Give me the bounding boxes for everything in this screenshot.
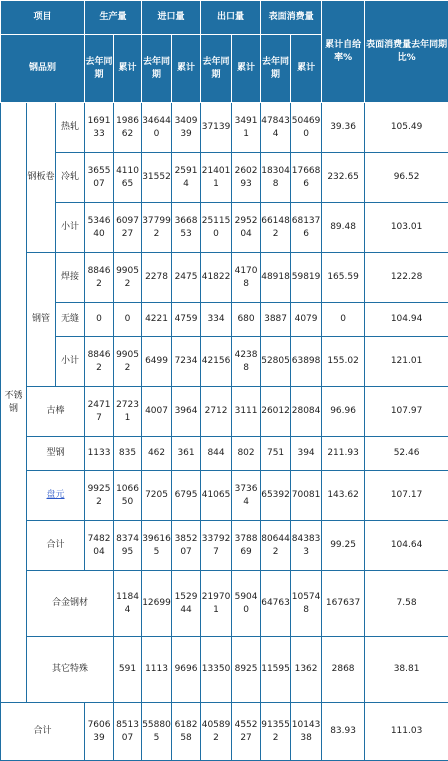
- row-label-other-special: 其它特殊: [27, 637, 114, 703]
- cell-exports-last-year: 41065: [201, 471, 232, 521]
- row-label-welded: 焊接: [56, 253, 85, 303]
- cell-self-sufficiency: 7.58: [365, 571, 448, 637]
- cell-imports-last-year: 4007: [142, 387, 172, 437]
- table-row: [1, 103, 448, 153]
- table-row: [1, 337, 448, 387]
- cell-production-cumulative: 27231: [114, 387, 142, 437]
- cell-imports-cumulative: 361: [172, 437, 201, 471]
- cell-exports-last-year: 337927: [201, 521, 232, 571]
- cell-production-cumulative: 411065: [114, 153, 142, 203]
- cell-self-sufficiency: 38.81: [365, 637, 448, 703]
- header-last-year: 去年同期: [261, 35, 291, 103]
- cell-production-last-year: 169133: [85, 103, 114, 153]
- cell-production-last-year: 99252: [85, 471, 114, 521]
- cell-production-last-year: 88462: [85, 337, 114, 387]
- header-yoy: 表面消费量去年同期比%: [365, 1, 448, 103]
- cell-imports-cumulative: 4759: [172, 303, 201, 337]
- cell-consumption-last-year: 661482: [261, 203, 291, 253]
- row-label-stainless: 不锈钢: [1, 103, 27, 703]
- header-category: 钢品别: [1, 35, 85, 103]
- cell-self-sufficiency: 155.02: [322, 337, 365, 387]
- cell-production-last-year: 534640: [85, 203, 114, 253]
- cell-consumption-cumulative: 2868: [322, 637, 365, 703]
- cell-imports-cumulative: 385207: [172, 521, 201, 571]
- cell-consumption-cumulative: 504690: [291, 103, 322, 153]
- cell-production-cumulative: 0: [114, 303, 142, 337]
- cell-production-cumulative: 1113: [142, 637, 172, 703]
- cell-production-cumulative: 835: [114, 437, 142, 471]
- cell-imports-last-year: 9696: [172, 637, 201, 703]
- cell-exports-cumulative: 3111: [232, 387, 261, 437]
- cell-imports-last-year: 4221: [142, 303, 172, 337]
- cell-exports-cumulative: 260293: [232, 153, 261, 203]
- cell-yoy: 52.46: [365, 437, 448, 471]
- cell-exports-cumulative: 34911: [232, 103, 261, 153]
- row-label-plate-coil: 钢板卷: [27, 103, 56, 253]
- cell-consumption-last-year: 183048: [261, 153, 291, 203]
- cell-consumption-last-year: 3887: [261, 303, 291, 337]
- cell-yoy: 107.97: [365, 387, 448, 437]
- cell-imports-cumulative: 618258: [172, 703, 201, 761]
- cell-exports-cumulative: 455227: [232, 703, 261, 761]
- cell-yoy: 121.01: [365, 337, 448, 387]
- cell-consumption-cumulative: 28084: [291, 387, 322, 437]
- cell-production-cumulative: 106650: [114, 471, 142, 521]
- cell-exports-cumulative: 802: [232, 437, 261, 471]
- cell-self-sufficiency: 143.62: [322, 471, 365, 521]
- cell-exports-last-year: 41822: [201, 253, 232, 303]
- cell-imports-last-year: 558805: [142, 703, 172, 761]
- cell-exports-cumulative: 378869: [232, 521, 261, 571]
- cell-exports-last-year: 405892: [201, 703, 232, 761]
- cell-production-last-year: 591: [114, 637, 142, 703]
- table-row: [1, 471, 448, 521]
- table-row: [1, 703, 448, 761]
- cell-exports-cumulative: 11595: [261, 637, 291, 703]
- cell-imports-cumulative: 2475: [172, 253, 201, 303]
- wire-rod-link[interactable]: 盘元: [47, 490, 65, 500]
- row-label-hot-rolled: 热轧: [56, 103, 85, 153]
- row-label-wire-rod[interactable]: [27, 471, 85, 521]
- row-label-subtotal: 小计: [56, 203, 85, 253]
- cell-yoy: 104.94: [365, 303, 448, 337]
- cell-exports-cumulative: 295204: [232, 203, 261, 253]
- cell-consumption-last-year: 52805: [261, 337, 291, 387]
- table-row: [1, 153, 448, 203]
- cell-self-sufficiency: 89.48: [322, 203, 365, 253]
- header-item: 项目: [1, 1, 85, 35]
- cell-exports-cumulative: 41708: [232, 253, 261, 303]
- cell-consumption-last-year: 65392: [261, 471, 291, 521]
- header-last-year: 去年同期: [85, 35, 114, 103]
- row-label-bar: 古棒: [27, 387, 85, 437]
- cell-production-cumulative: 99052: [114, 337, 142, 387]
- cell-exports-last-year: 251150: [201, 203, 232, 253]
- cell-exports-cumulative: 42388: [232, 337, 261, 387]
- cell-production-cumulative: 12699: [142, 571, 172, 637]
- cell-production-last-year: 760639: [85, 703, 114, 761]
- cell-consumption-last-year: 751: [261, 437, 291, 471]
- cell-exports-last-year: 42156: [201, 337, 232, 387]
- cell-consumption-cumulative: 167637: [322, 571, 365, 637]
- cell-exports-cumulative: 37364: [232, 471, 261, 521]
- cell-imports-last-year: 31552: [142, 153, 172, 203]
- cell-self-sufficiency: 99.25: [322, 521, 365, 571]
- cell-imports-last-year: 377992: [142, 203, 172, 253]
- table-row: [1, 203, 448, 253]
- cell-imports-cumulative: 6795: [172, 471, 201, 521]
- header-cumulative: 累计: [232, 35, 261, 103]
- cell-yoy: 103.01: [365, 203, 448, 253]
- cell-self-sufficiency: 211.93: [322, 437, 365, 471]
- header-last-year: 去年同期: [201, 35, 232, 103]
- cell-consumption-last-year: 26012: [261, 387, 291, 437]
- row-label-seamless: 无缝: [56, 303, 85, 337]
- cell-production-cumulative: 851307: [114, 703, 142, 761]
- row-label-subtotal: 小计: [56, 337, 85, 387]
- table-row: [1, 437, 448, 471]
- cell-imports-cumulative: 25914: [172, 153, 201, 203]
- cell-consumption-last-year: 105748: [291, 571, 322, 637]
- table-row: [1, 253, 448, 303]
- cell-production-cumulative: 99052: [114, 253, 142, 303]
- cell-production-last-year: 0: [85, 303, 114, 337]
- table-row: [1, 521, 448, 571]
- cell-yoy: 111.03: [365, 703, 448, 761]
- cell-consumption-cumulative: 394: [291, 437, 322, 471]
- cell-self-sufficiency: 96.96: [322, 387, 365, 437]
- cell-consumption-cumulative: 63898: [291, 337, 322, 387]
- cell-exports-cumulative: 680: [232, 303, 261, 337]
- cell-consumption-cumulative: 59819: [291, 253, 322, 303]
- cell-imports-cumulative: 219701: [201, 571, 232, 637]
- cell-exports-last-year: 8925: [232, 637, 261, 703]
- cell-yoy: 96.52: [365, 153, 448, 203]
- cell-exports-last-year: 59040: [232, 571, 261, 637]
- cell-exports-last-year: 334: [201, 303, 232, 337]
- cell-production-cumulative: 198662: [114, 103, 142, 153]
- cell-production-last-year: 24717: [85, 387, 114, 437]
- cell-yoy: 104.64: [365, 521, 448, 571]
- cell-imports-cumulative: 7234: [172, 337, 201, 387]
- cell-production-last-year: 365507: [85, 153, 114, 203]
- cell-imports-last-year: 346440: [142, 103, 172, 153]
- cell-consumption-last-year: 1362: [291, 637, 322, 703]
- cell-production-last-year: 1133: [85, 437, 114, 471]
- cell-consumption-cumulative: 1014338: [291, 703, 322, 761]
- row-label-stainless-total: 合计: [27, 521, 85, 571]
- cell-exports-last-year: 844: [201, 437, 232, 471]
- cell-consumption-cumulative: 70081: [291, 471, 322, 521]
- header-consumption: 表面消费量: [261, 1, 322, 35]
- cell-consumption-cumulative: 4079: [291, 303, 322, 337]
- cell-exports-cumulative: 64763: [261, 571, 291, 637]
- cell-imports-cumulative: 3964: [172, 387, 201, 437]
- header-imports: 进口量: [142, 1, 201, 35]
- cell-imports-cumulative: 366853: [172, 203, 201, 253]
- table-row: [1, 571, 448, 637]
- cell-exports-last-year: 214011: [201, 153, 232, 203]
- row-label-cold-rolled: 冷轧: [56, 153, 85, 203]
- cell-imports-last-year: 152944: [172, 571, 201, 637]
- cell-self-sufficiency: 83.93: [322, 703, 365, 761]
- cell-consumption-last-year: 478434: [261, 103, 291, 153]
- cell-imports-last-year: 2278: [142, 253, 172, 303]
- cell-consumption-last-year: 48918: [261, 253, 291, 303]
- cell-self-sufficiency: 39.36: [322, 103, 365, 153]
- header-cumulative: 累计: [114, 35, 142, 103]
- header-cumulative: 累计: [291, 35, 322, 103]
- header-exports: 出口量: [201, 1, 261, 35]
- cell-imports-last-year: 462: [142, 437, 172, 471]
- cell-consumption-cumulative: 843833: [291, 521, 322, 571]
- table-row: [1, 637, 448, 703]
- cell-imports-last-year: 396165: [142, 521, 172, 571]
- cell-self-sufficiency: 165.59: [322, 253, 365, 303]
- cell-yoy: 105.49: [365, 103, 448, 153]
- header-production: 生产量: [85, 1, 142, 35]
- table-row: [1, 303, 448, 337]
- cell-production-last-year: 11844: [114, 571, 142, 637]
- header-self-sufficiency: 累计自给率%: [322, 1, 365, 103]
- cell-consumption-last-year: 806442: [261, 521, 291, 571]
- cell-imports-cumulative: 340939: [172, 103, 201, 153]
- cell-consumption-cumulative: 681376: [291, 203, 322, 253]
- cell-exports-last-year: 37139: [201, 103, 232, 153]
- table-row: [1, 387, 448, 437]
- cell-production-last-year: 748204: [85, 521, 114, 571]
- header-last-year: 去年同期: [142, 35, 172, 103]
- cell-production-cumulative: 609727: [114, 203, 142, 253]
- cell-self-sufficiency: 0: [322, 303, 365, 337]
- cell-production-cumulative: 837495: [114, 521, 142, 571]
- cell-production-last-year: 88462: [85, 253, 114, 303]
- row-label-grand-total: 合计: [1, 703, 85, 761]
- cell-yoy: 122.28: [365, 253, 448, 303]
- cell-consumption-last-year: 913552: [261, 703, 291, 761]
- cell-exports-last-year: 2712: [201, 387, 232, 437]
- header-cumulative: 累计: [172, 35, 201, 103]
- row-label-pipe: 钢管: [27, 253, 56, 387]
- row-label-alloy-steel: 合金钢材: [27, 571, 114, 637]
- cell-yoy: 107.17: [365, 471, 448, 521]
- cell-self-sufficiency: 232.65: [322, 153, 365, 203]
- row-label-section: 型钢: [27, 437, 85, 471]
- cell-imports-last-year: 6499: [142, 337, 172, 387]
- cell-consumption-cumulative: 176686: [291, 153, 322, 203]
- cell-imports-cumulative: 13350: [201, 637, 232, 703]
- cell-imports-last-year: 7205: [142, 471, 172, 521]
